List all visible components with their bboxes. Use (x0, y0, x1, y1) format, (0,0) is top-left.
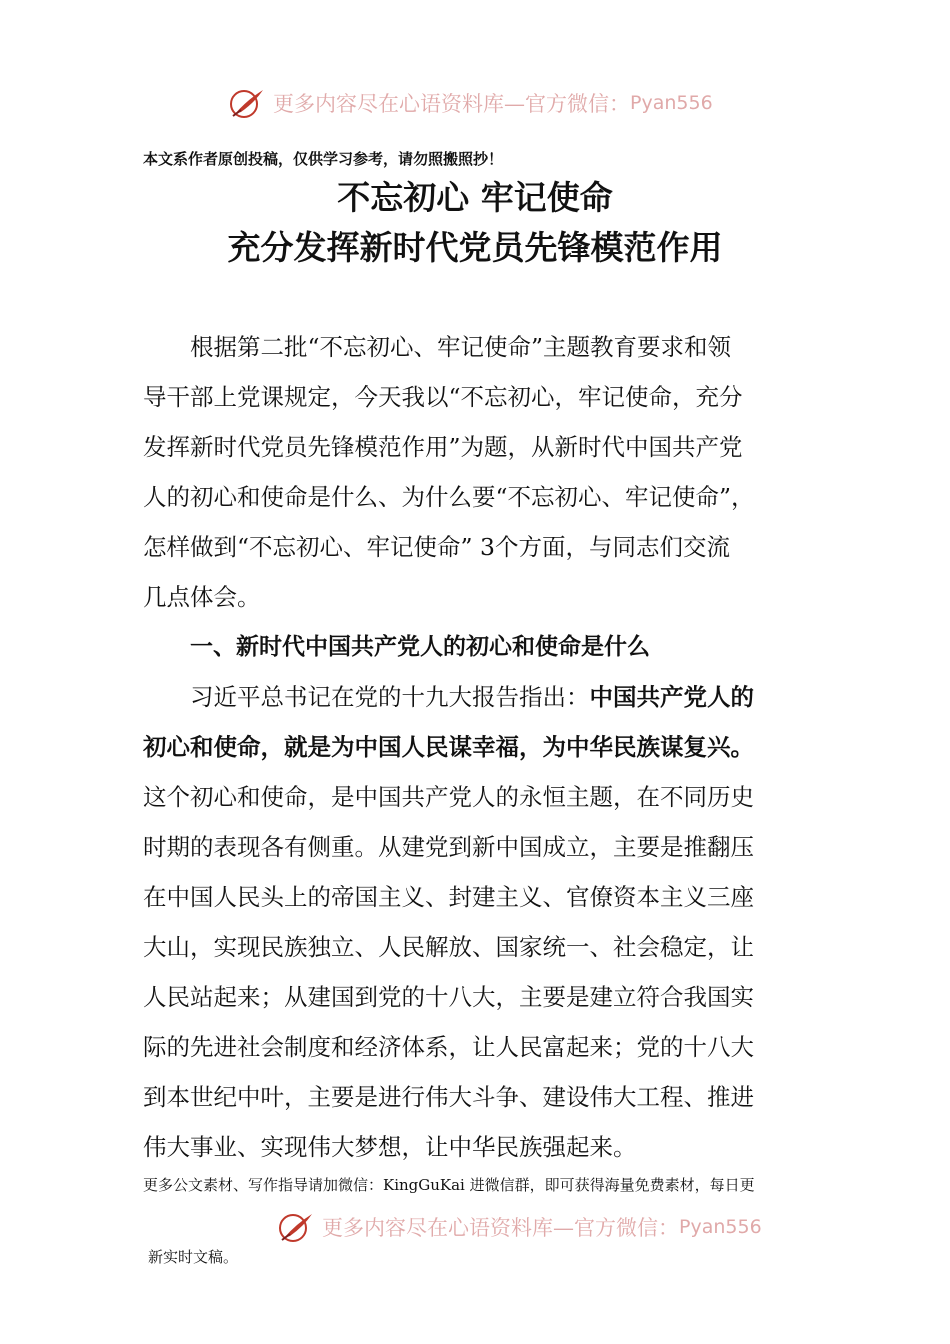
paragraph-line: 大山，实现民族独立、人民解放、国家统一、社会稳定，让 (143, 933, 754, 961)
paragraph-line: 伟大事业、实现伟大梦想，让中华民族强起来。 (143, 1133, 637, 1161)
paragraph-line: 际的先进社会制度和经济体系，让人民富起来；党的十八大 (143, 1033, 754, 1061)
paragraph-line: 发挥新时代党员先锋模范作用”为题，从新时代中国共产党 (143, 433, 743, 461)
section-heading: 一、新时代中国共产党人的初心和使命是什么 (190, 634, 650, 660)
document-title-line-1: 不忘初心 牢记使命 (337, 178, 613, 217)
footer-promo-line: 更多公文素材、写作指导请加微信：KingGuKai 进微信群，即可获得海量免费素材，每日更 (143, 1176, 755, 1194)
paragraph-line: 人的初心和使命是什么、为什么要“不忘初心、牢记使命”， (143, 483, 755, 511)
quill-circle-logo-icon (229, 86, 267, 120)
paragraph-line (143, 732, 754, 762)
document-title-line-2: 充分发挥新时代党员先锋模范作用 (227, 228, 723, 267)
bottom-watermark (278, 1210, 762, 1244)
lead-text: 习近平总书记在党的十九大报告指出： (190, 683, 590, 711)
copyright-notice: 本文系作者原创投稿，仅供学习参考，请勿照搬照抄！ (143, 150, 504, 168)
watermark-wechat-id: Pyan556 (679, 1216, 762, 1238)
emphasis-text: 中国共产党人的 (589, 683, 754, 711)
paragraph-line: 几点体会。 (143, 583, 261, 611)
watermark-wechat-id: Pyan556 (630, 92, 713, 114)
paragraph-line: 根据第二批“不忘初心、牢记使命”主题教育要求和领 (190, 333, 732, 361)
paragraph-line: 导干部上党课规定，今天我以“不忘初心，牢记使命，充分 (143, 383, 743, 411)
watermark-text: 更多内容尽在心语资料库—官方微信： (273, 92, 630, 116)
paragraph-line: 到本世纪中叶，主要是进行伟大斗争、建设伟大工程、推进 (143, 1083, 754, 1111)
watermark-text: 更多内容尽在心语资料库—官方微信： (322, 1216, 679, 1240)
paragraph-line: 时期的表现各有侧重。从建党到新中国成立，主要是推翻压 (143, 833, 754, 861)
emphasis-text: 初心和使命，就是为中国人民谋幸福，为中华民族谋复兴。 (143, 733, 754, 761)
paragraph-line: 在中国人民头上的帝国主义、封建主义、官僚资本主义三座 (143, 883, 754, 911)
paragraph-line: 怎样做到“不忘初心、牢记使命” 3个方面，与同志们交流 (143, 533, 730, 561)
quill-circle-logo-icon (278, 1210, 316, 1244)
top-watermark (229, 86, 713, 120)
paragraph-line (190, 682, 754, 712)
paragraph-line: 这个初心和使命，是中国共产党人的永恒主题，在不同历史 (143, 783, 754, 811)
footer-continuation-line: 新实时文稿。 (148, 1248, 239, 1266)
paragraph-line: 人民站起来；从建国到党的十八大，主要是建立符合我国实 (143, 983, 754, 1011)
